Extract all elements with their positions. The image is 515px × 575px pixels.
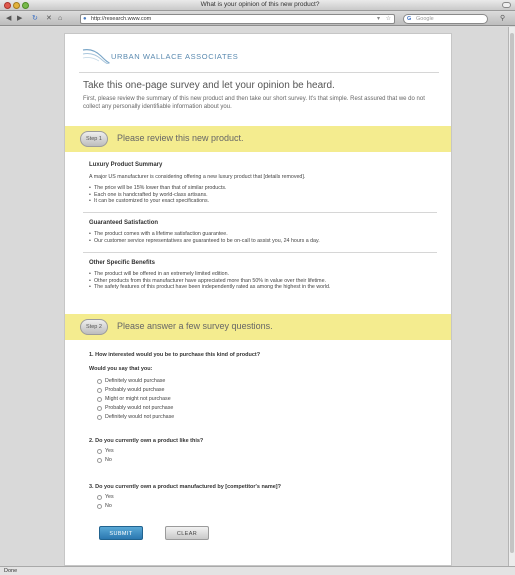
step-2-badge: Step 2 xyxy=(80,319,108,335)
scrollbar-thumb[interactable] xyxy=(510,33,514,553)
status-text: Done xyxy=(4,568,18,574)
question-1: 1. How interested would you be to purchase this kind of product? xyxy=(89,352,261,358)
radio-label[interactable]: Probably would not purchase xyxy=(105,405,174,411)
site-icon: ● xyxy=(83,16,87,22)
radio-label[interactable]: Might or might not purchase xyxy=(105,396,171,402)
luxury-heading: Luxury Product Summary xyxy=(89,162,163,168)
bookmark-star-icon[interactable]: ☆ xyxy=(385,16,391,22)
radio-label[interactable]: Yes xyxy=(105,448,114,454)
logo-swoosh-icon xyxy=(81,46,111,64)
question-2: 2. Do you currently own a product like this? xyxy=(89,438,204,444)
radio-label[interactable]: Yes xyxy=(105,494,114,500)
luxury-text: A major US manufacturer is considering offering a new luxury product that [details removed]. xyxy=(89,174,306,180)
radio-button[interactable] xyxy=(97,504,102,509)
clear-button[interactable]: CLEAR xyxy=(165,526,209,540)
radio-button[interactable] xyxy=(97,388,102,393)
magnifier-icon[interactable]: ⚲ xyxy=(500,15,506,22)
radio-button[interactable] xyxy=(97,406,102,411)
back-icon[interactable]: ◀ xyxy=(6,15,12,22)
address-bar[interactable] xyxy=(80,14,395,24)
radio-button[interactable] xyxy=(97,415,102,420)
stop-icon[interactable]: ✕ xyxy=(46,15,52,22)
step-2-label: Please answer a few survey questions. xyxy=(117,321,273,331)
radio-label[interactable]: Probably would purchase xyxy=(105,387,165,393)
search-engine-icon[interactable]: G xyxy=(407,16,412,22)
radio-button[interactable] xyxy=(97,379,102,384)
list-item: • The price will be 15% lower than that of similar products. xyxy=(89,185,226,192)
radio-label[interactable]: No xyxy=(105,457,112,463)
logo-text: URBAN WALLACE ASSOCIATES xyxy=(111,52,239,61)
radio-button[interactable] xyxy=(97,449,102,454)
radio-button[interactable] xyxy=(97,397,102,402)
reload-icon[interactable]: ↻ xyxy=(32,15,38,22)
address-input[interactable]: http://research.www.com xyxy=(91,16,152,22)
list-item: • Each one is handcrafted by world-class artisans. xyxy=(89,192,226,199)
list-item: • Other products from this manufacturer have appreciated more than 50% in value over their lifetime. xyxy=(89,278,330,285)
other-bullets xyxy=(89,271,330,291)
radio-label[interactable]: Definitely would not purchase xyxy=(105,414,175,420)
window-titlebar xyxy=(0,0,515,11)
list-item: • The product comes with a lifetime satisfaction guarantee. xyxy=(89,231,320,238)
search-input[interactable]: Google xyxy=(416,16,434,22)
submit-button[interactable]: SUBMIT xyxy=(99,526,143,540)
forward-icon[interactable]: ▶ xyxy=(17,15,23,22)
question-3: 3. Do you currently own a product manufactured by [competitor's name]? xyxy=(89,484,282,490)
rss-icon[interactable]: ▾ xyxy=(376,16,380,22)
step-1-badge: Step 1 xyxy=(80,131,108,147)
section-divider xyxy=(83,212,437,213)
company-logo xyxy=(81,44,281,66)
guaranteed-heading: Guaranteed Satisfaction xyxy=(89,220,159,226)
other-heading: Other Specific Benefits xyxy=(89,260,156,266)
intro-body: First, please review the summary of this new product and then take our short survey. It's that simple. Rest assured that we do not collect any personally identifiable information about you. xyxy=(83,96,425,110)
radio-button[interactable] xyxy=(97,495,102,500)
browser-viewport xyxy=(0,27,508,566)
browser-toolbar xyxy=(0,12,515,26)
zoom-window-button[interactable] xyxy=(22,2,29,9)
window-title: What is your opinion of this new product? xyxy=(200,1,320,8)
survey-page xyxy=(64,33,452,566)
toolbar-toggle-button[interactable] xyxy=(502,2,511,8)
list-item: • The safety features of this product have been independently rated as among the highest in the world. xyxy=(89,284,330,291)
question-1-sub: Would you say that you: xyxy=(89,366,153,372)
radio-label[interactable]: Definitely would purchase xyxy=(105,378,166,384)
home-icon[interactable]: ⌂ xyxy=(58,15,63,22)
section-divider xyxy=(83,252,437,253)
luxury-bullets xyxy=(89,185,226,205)
close-window-button[interactable] xyxy=(4,2,11,9)
step-2-banner xyxy=(65,314,451,340)
radio-label[interactable]: No xyxy=(105,503,112,509)
list-item: • Our customer service representatives are guaranteed to be on-call to assist you, 24 hours a day. xyxy=(89,238,320,245)
vertical-scrollbar[interactable] xyxy=(508,27,515,566)
step-1-banner xyxy=(65,126,451,152)
step-1-label: Please review this new product. xyxy=(117,133,244,143)
minimize-window-button[interactable] xyxy=(13,2,20,9)
search-field[interactable] xyxy=(403,14,488,24)
intro-title: Take this one-page survey and let your opinion be heard. xyxy=(83,80,335,91)
list-item: • It can be customized to your exact specifications. xyxy=(89,198,226,205)
status-bar xyxy=(0,566,515,575)
list-item: • The product will be offered in an extremely limited edition. xyxy=(89,271,330,278)
radio-button[interactable] xyxy=(97,458,102,463)
header-divider xyxy=(79,72,439,73)
guaranteed-bullets xyxy=(89,231,320,244)
